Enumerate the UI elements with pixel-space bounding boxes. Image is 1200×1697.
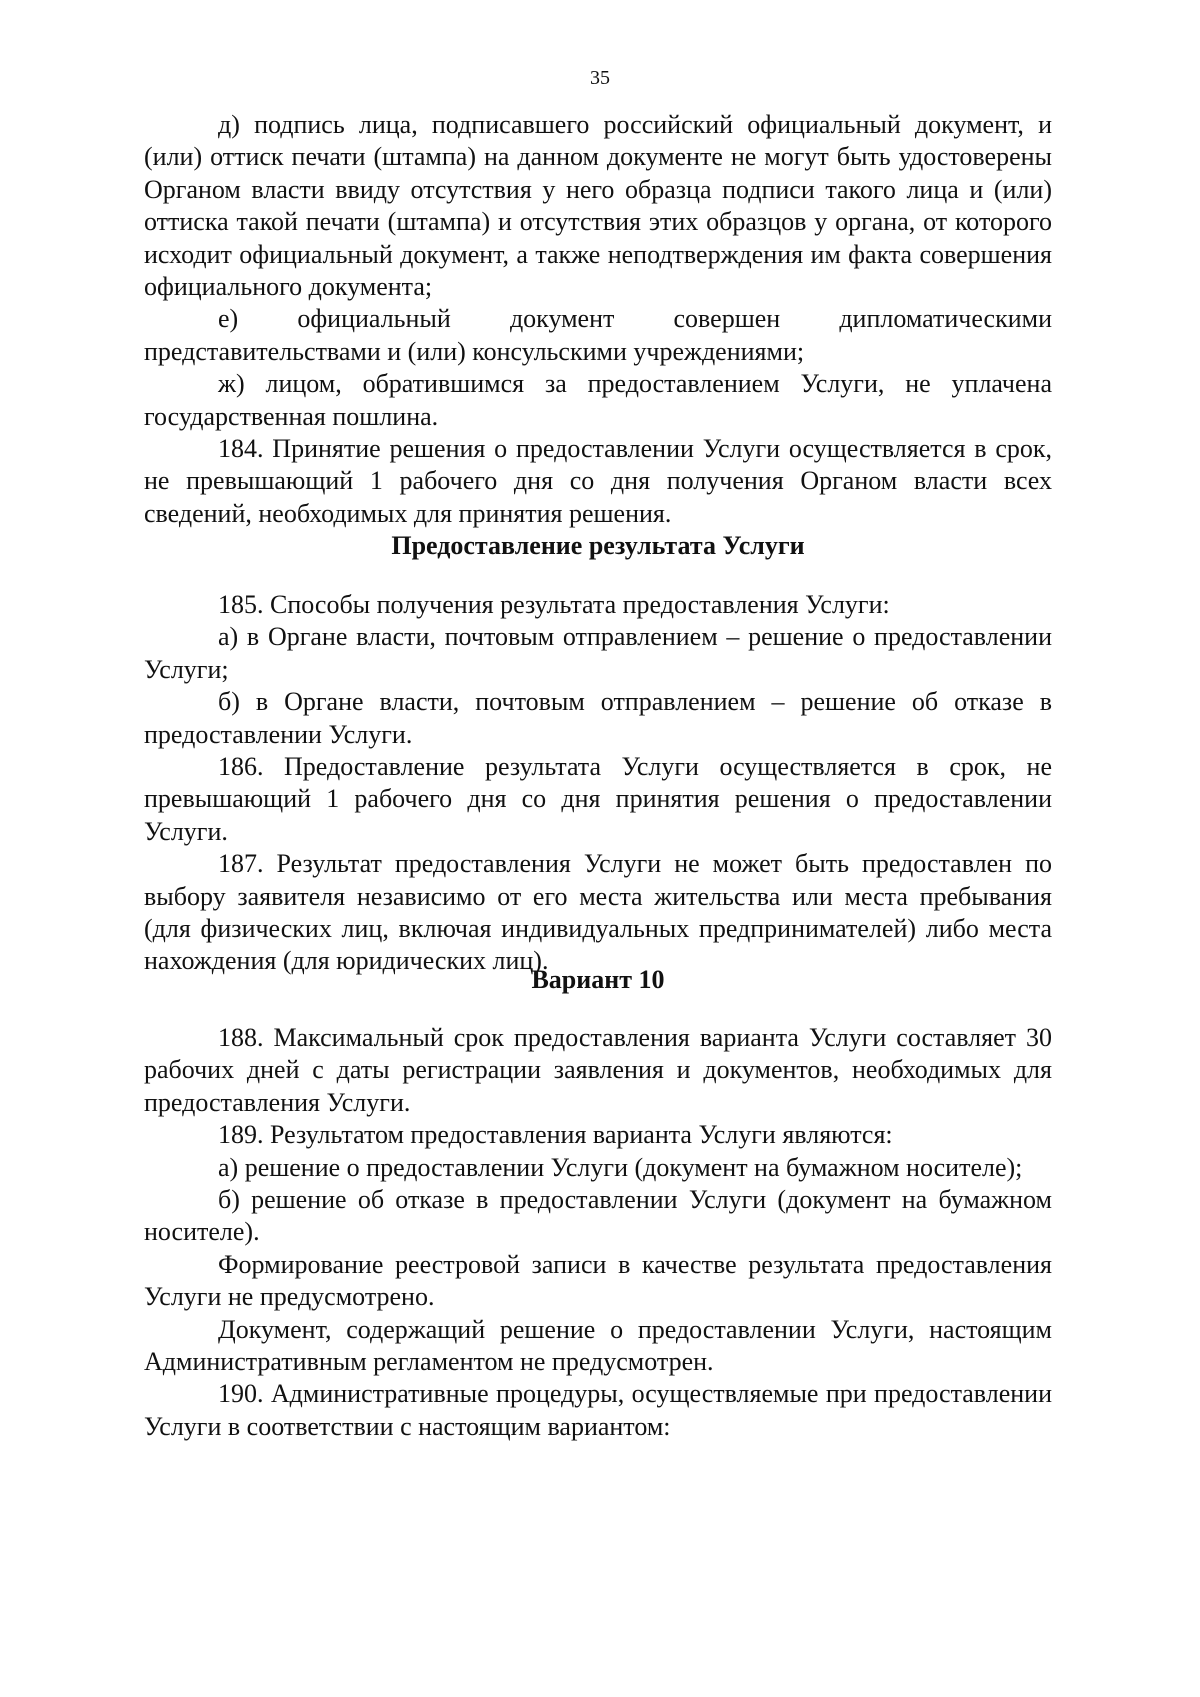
section-heading-variant-10: Вариант 10 xyxy=(531,965,665,994)
paragraph-189-b: б) решение об отказе в предоставлении Услуги (документ на бумажном носителе). xyxy=(144,1185,1052,1247)
paragraph-187: 187. Результат предоставления Услуги не может быть предоставлен по выбору заявителя независимо от его места жительства или места пребывания (для физических лиц, включая индивидуальных предпринимателей) либо места нахождения (для юридических лиц). xyxy=(144,849,1052,976)
paragraph-189-a: а) решение о предоставлении Услуги (документ на бумажном носителе); xyxy=(218,1152,1023,1182)
page-number: 35 xyxy=(590,67,610,89)
paragraph-185: 185. Способы получения результата предоставления Услуги: xyxy=(218,590,890,619)
paragraph-item-zh: ж) лицом, обратившимся за предоставлением Услуги, не уплачена государственная пошлина. xyxy=(144,369,1052,431)
paragraph-185-a: а) в Органе власти, почтовым отправлением – решение о предоставлении Услуги; xyxy=(144,622,1052,684)
paragraph-184: 184. Принятие решения о предоставлении Услуги осуществляется в срок, не превышающий 1 рабочего дня со дня получения Органом власти всех сведений, необходимых для принятия решения. xyxy=(144,434,1052,528)
paragraph-188: 188. Максимальный срок предоставления варианта Услуги составляет 30 рабочих дней с даты регистрации заявления и документов, необходимых для предоставления Услуги. xyxy=(144,1023,1052,1117)
paragraph-186: 186. Предоставление результата Услуги осуществляется в срок, не превышающий 1 рабочего дня со дня принятия решения о предоставлении Услуги. xyxy=(144,752,1052,846)
text-block-result xyxy=(144,589,1052,978)
paragraph-190: 190. Административные процедуры, осуществляемые при предоставлении Услуги в соответствии с настоящим вариантом: xyxy=(144,1379,1052,1441)
paragraph-185-b: б) в Органе власти, почтовым отправлением – решение об отказе в предоставлении Услуги. xyxy=(144,687,1052,749)
paragraph-registry-record: Формирование реестровой записи в качестве результата предоставления Услуги не предусмотрено. xyxy=(144,1249,1052,1312)
paragraph-item-e: е) официальный документ совершен дипломатическими представительствами и (или) консульскими учреждениями; xyxy=(144,304,1052,366)
paragraph-document-decision: Документ, содержащий решение о предоставлении Услуги, настоящим Административным регламентом не предусмотрен. xyxy=(144,1314,1052,1377)
paragraph-189: 189. Результатом предоставления варианта Услуги являются: xyxy=(218,1120,893,1150)
section-heading-result: Предоставление результата Услуги xyxy=(391,531,805,560)
paragraph-item-d: д) подпись лица, подписавшего российский официальный документ, и (или) оттиск печати (штампа) на данном документе не могут быть удостоверены Органом власти ввиду отсутствия у него образца подписи такого лица и (или) оттиска такой печати (штампа) и отсутствия этих образцов у органа, от которого исходит официальный документ, а также неподтверждения им факта совершения официального документа; xyxy=(144,110,1052,302)
text-block-grounds xyxy=(144,109,1052,530)
text-block-variant-10 xyxy=(144,1022,1052,1443)
